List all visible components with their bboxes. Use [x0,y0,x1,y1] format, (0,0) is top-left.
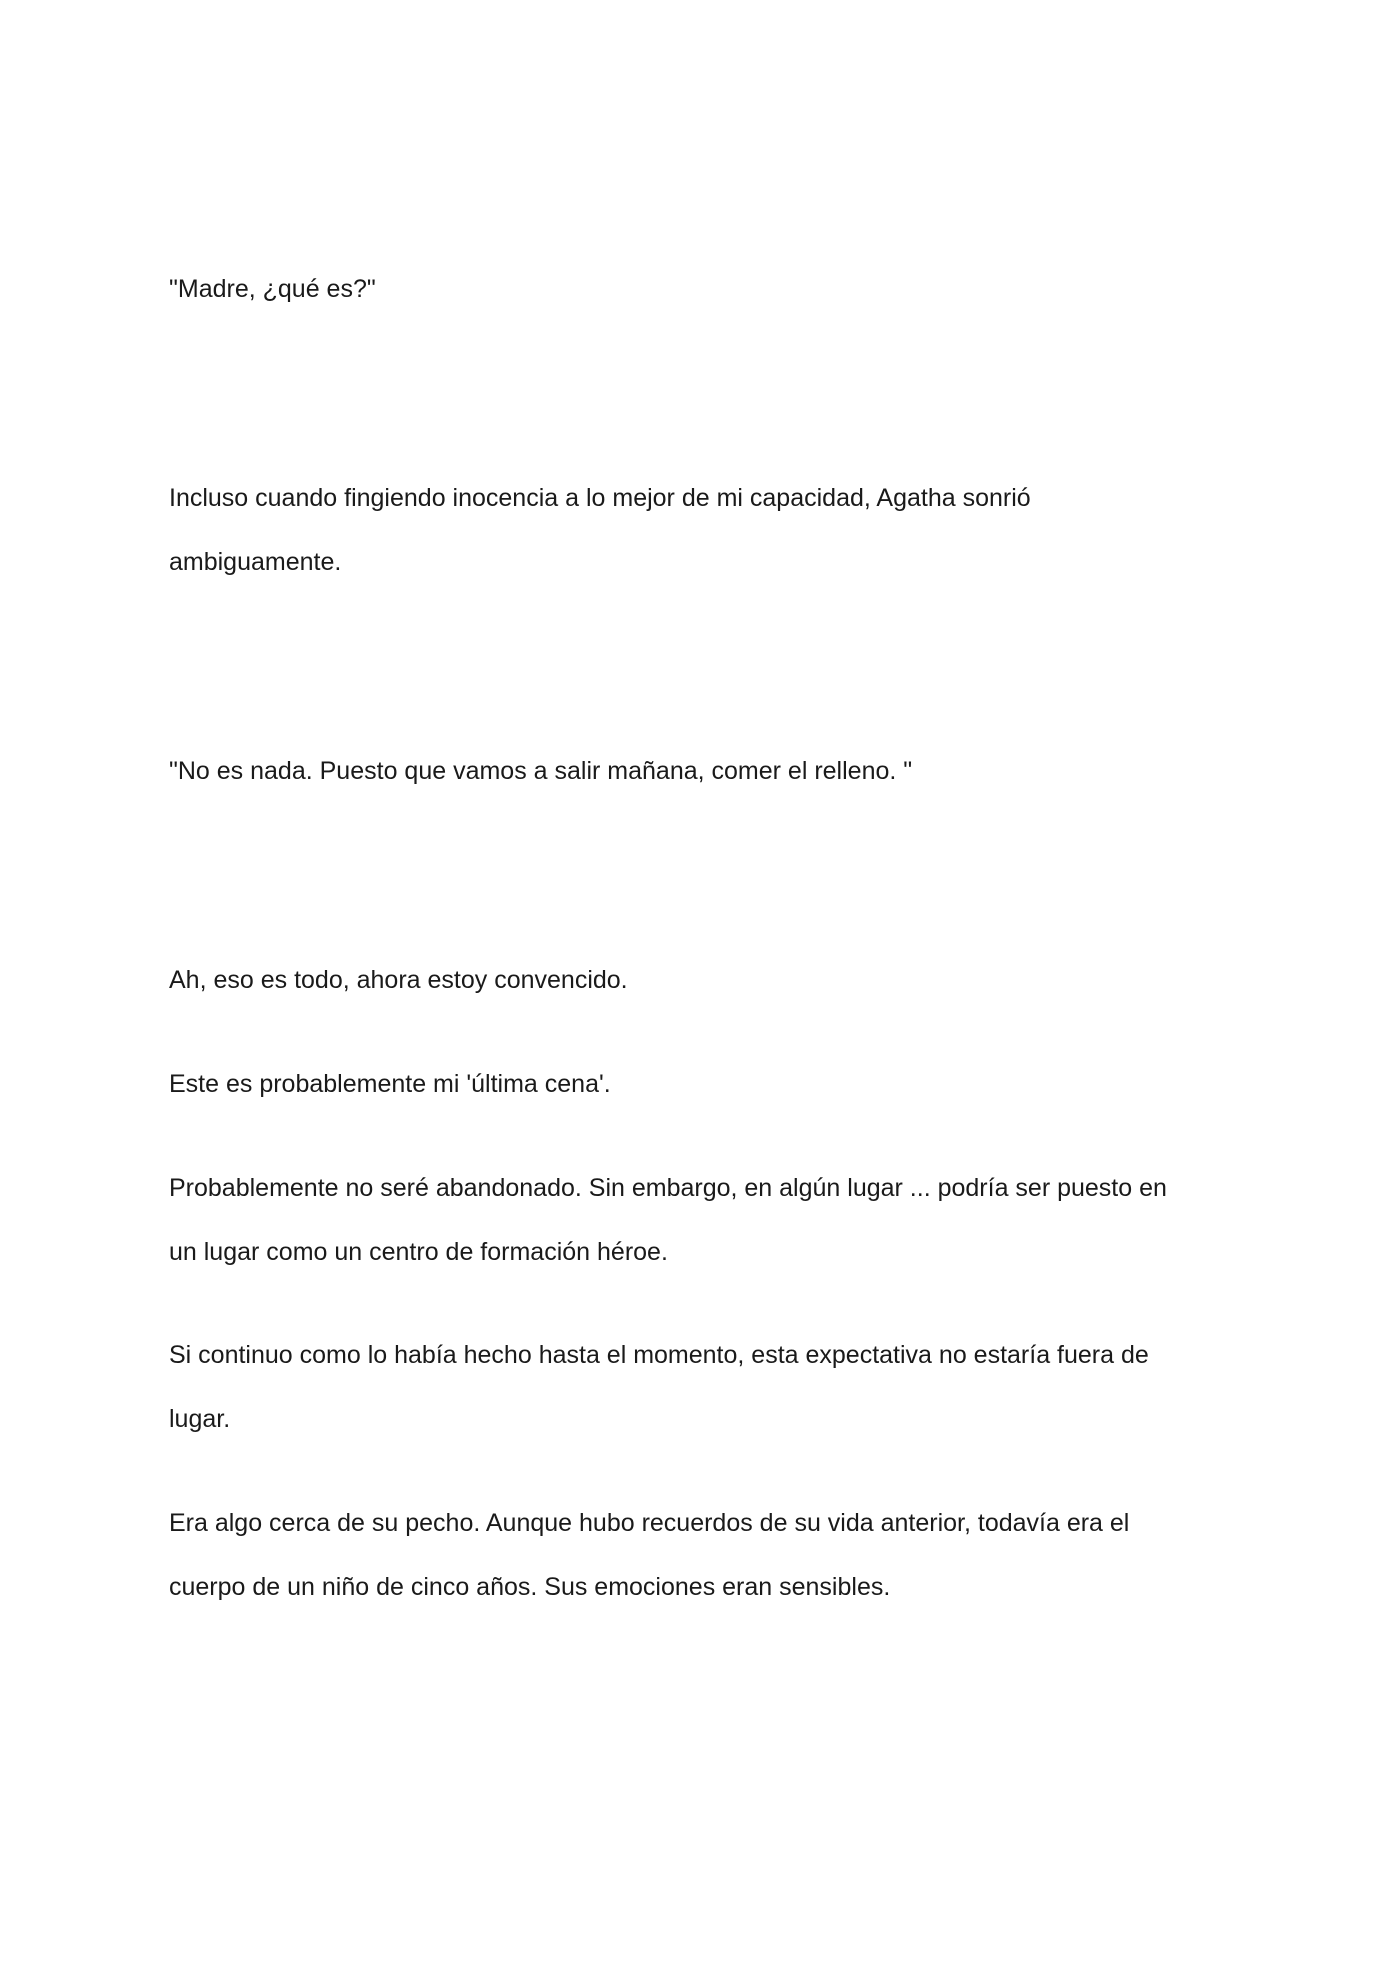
dialogue-line: "No es nada. Puesto que vamos a salir mañana, comer el relleno. " [169,757,913,785]
paragraph-line: un lugar como un centro de formación héroe. [169,1238,668,1266]
paragraph-line: Si continuo como lo había hecho hasta el momento, esta expectativa no estaría fuera de [169,1341,1149,1369]
paragraph-line: Incluso cuando fingiendo inocencia a lo mejor de mi capacidad, Agatha sonrió [169,484,1031,512]
dialogue-line: "Madre, ¿qué es?" [169,275,376,303]
paragraph-line: Este es probablemente mi 'última cena'. [169,1070,611,1098]
paragraph-line: ambiguamente. [169,548,342,576]
paragraph-line: Probablemente no seré abandonado. Sin embargo, en algún lugar ... podría ser puesto en [169,1174,1167,1202]
paragraph-line: Ah, eso es todo, ahora estoy convencido. [169,966,628,994]
paragraph-line: cuerpo de un niño de cinco años. Sus emociones eran sensibles. [169,1573,891,1601]
paragraph-line: lugar. [169,1405,231,1433]
paragraph-line: Era algo cerca de su pecho. Aunque hubo recuerdos de su vida anterior, todavía era el [169,1509,1130,1537]
